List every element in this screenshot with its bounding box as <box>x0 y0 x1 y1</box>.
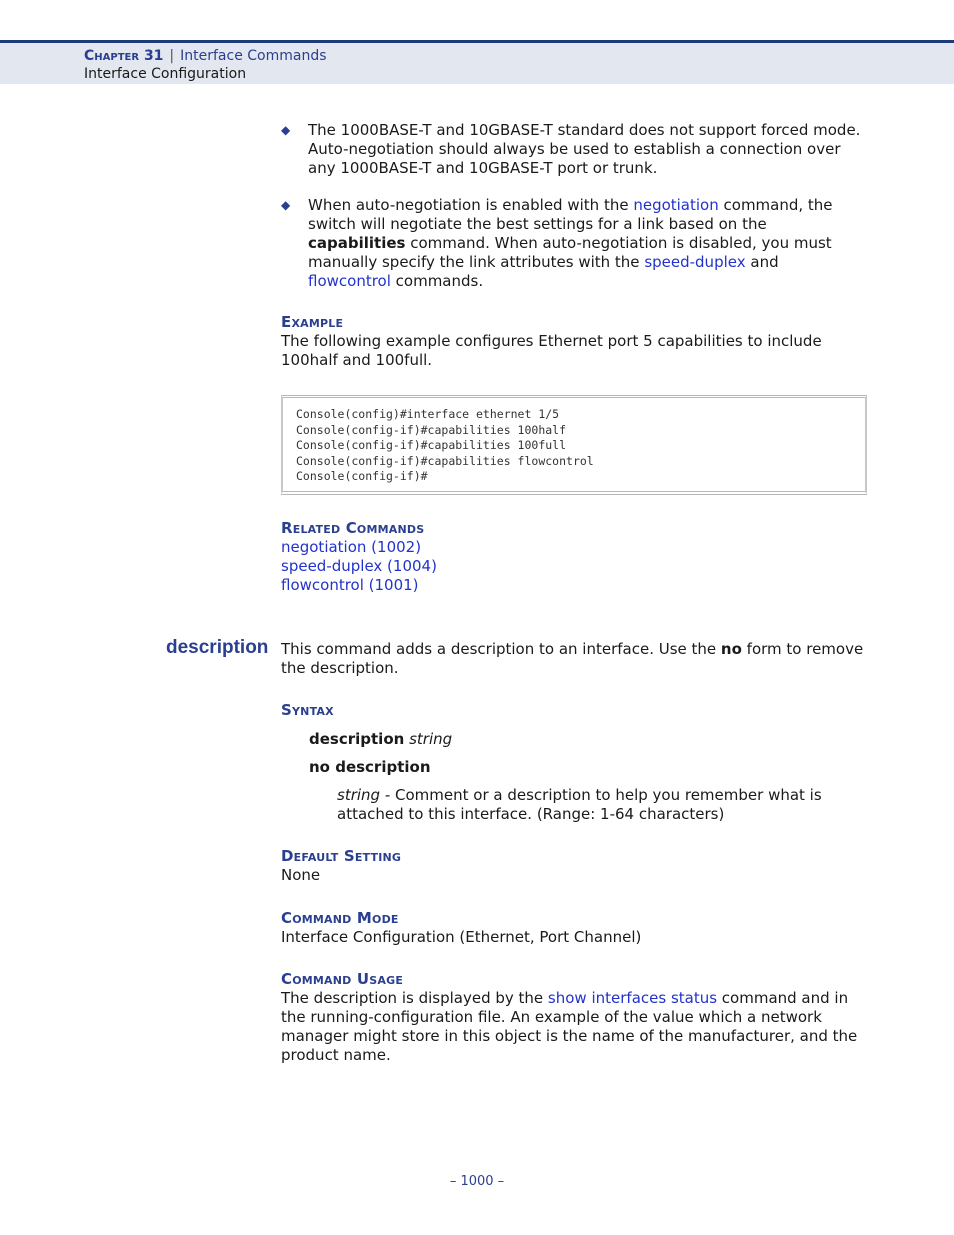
page-number: – 1000 – <box>449 1174 505 1189</box>
flowcontrol-link[interactable]: flowcontrol <box>308 272 391 290</box>
example-text: The following example configures Ethernet port 5 capabilities to include 100half and 100full. <box>281 332 822 369</box>
default-setting-heading: Default Setting <box>281 847 402 865</box>
syntax-command: description <box>309 730 405 748</box>
chapter-number: Chapter 31 <box>84 48 164 64</box>
bullet-item <box>281 121 861 178</box>
related-commands-heading: Related Commands <box>281 519 425 537</box>
page-header <box>0 40 954 84</box>
related-link-speed-duplex[interactable]: speed-duplex (1004) <box>281 557 437 575</box>
chapter-title: Interface Commands <box>180 48 327 64</box>
syntax-no-line <box>309 758 431 777</box>
description-intro <box>281 640 871 678</box>
text-run: commands. <box>390 272 484 290</box>
example-heading: Example <box>281 313 344 331</box>
command-usage-heading: Command Usage <box>281 970 404 988</box>
syntax-no-command: no description <box>309 758 431 776</box>
text-run: When auto-negotiation is enabled with the <box>308 196 634 214</box>
header-chapter-line <box>84 47 327 66</box>
related-link-negotiation[interactable]: negotiation (1002) <box>281 538 422 556</box>
text-run: command. When auto-negotiation is disabled, you must manually specify the link attributes with the <box>308 234 832 271</box>
command-usage-text <box>281 989 871 1065</box>
code-block <box>281 395 867 495</box>
command-mode-heading: Command Mode <box>281 909 399 927</box>
command-mode-value: Interface Configuration (Ethernet, Port Channel) <box>281 928 642 946</box>
header-separator: | <box>169 48 175 64</box>
related-link-flowcontrol[interactable]: flowcontrol (1001) <box>281 576 419 594</box>
bold-term: capabilities <box>308 234 406 252</box>
text-run: This command adds a description to an interface. Use the <box>281 640 721 658</box>
parameter-name: string <box>337 786 381 804</box>
code-listing: Console(config)#interface ethernet 1/5 Console(config-if)#capabilities 100half Console(config-if)#capabilities 100full Console(config-if)#capabilities flowcontrol Console(config-if)# <box>296 407 594 483</box>
bullet-text: The 1000BASE-T and 10GBASE-T standard does not support forced mode. Auto-negotiation should always be used to establish a connection over any 1000BASE-T and 10GBASE-T port or trunk. <box>308 121 861 177</box>
bold-term: no <box>720 640 742 658</box>
syntax-argument: string <box>409 730 453 748</box>
text-run: command and in the running-configuration file. An example of the value which a network manager might store in this object is the name of the manufacturer, and the product name. <box>281 989 858 1064</box>
diamond-bullet-icon: ◆ <box>281 198 291 212</box>
syntax-line <box>309 730 452 749</box>
text-run: and <box>745 253 779 271</box>
text-run: form to remove the description. <box>281 640 864 677</box>
section-title: Interface Configuration <box>84 66 247 82</box>
text-run: command, the switch will negotiate the best settings for a link based on the <box>308 196 833 233</box>
text-run: - Comment or a description to help you remember what is attached to this interface. (Range: 1-64 characters) <box>337 786 822 823</box>
diamond-bullet-icon: ◆ <box>281 123 291 137</box>
show-interfaces-status-link[interactable]: show interfaces status <box>547 989 718 1007</box>
bullet-text <box>308 196 861 291</box>
text-run: The description is displayed by the <box>281 989 548 1007</box>
bullet-item <box>281 196 861 291</box>
syntax-heading: Syntax <box>281 701 334 719</box>
parameter-description <box>337 786 877 824</box>
negotiation-link[interactable]: negotiation <box>633 196 719 214</box>
command-title-description: description <box>166 637 269 658</box>
default-setting-value: None <box>281 866 321 884</box>
speed-duplex-link[interactable]: speed-duplex <box>644 253 746 271</box>
